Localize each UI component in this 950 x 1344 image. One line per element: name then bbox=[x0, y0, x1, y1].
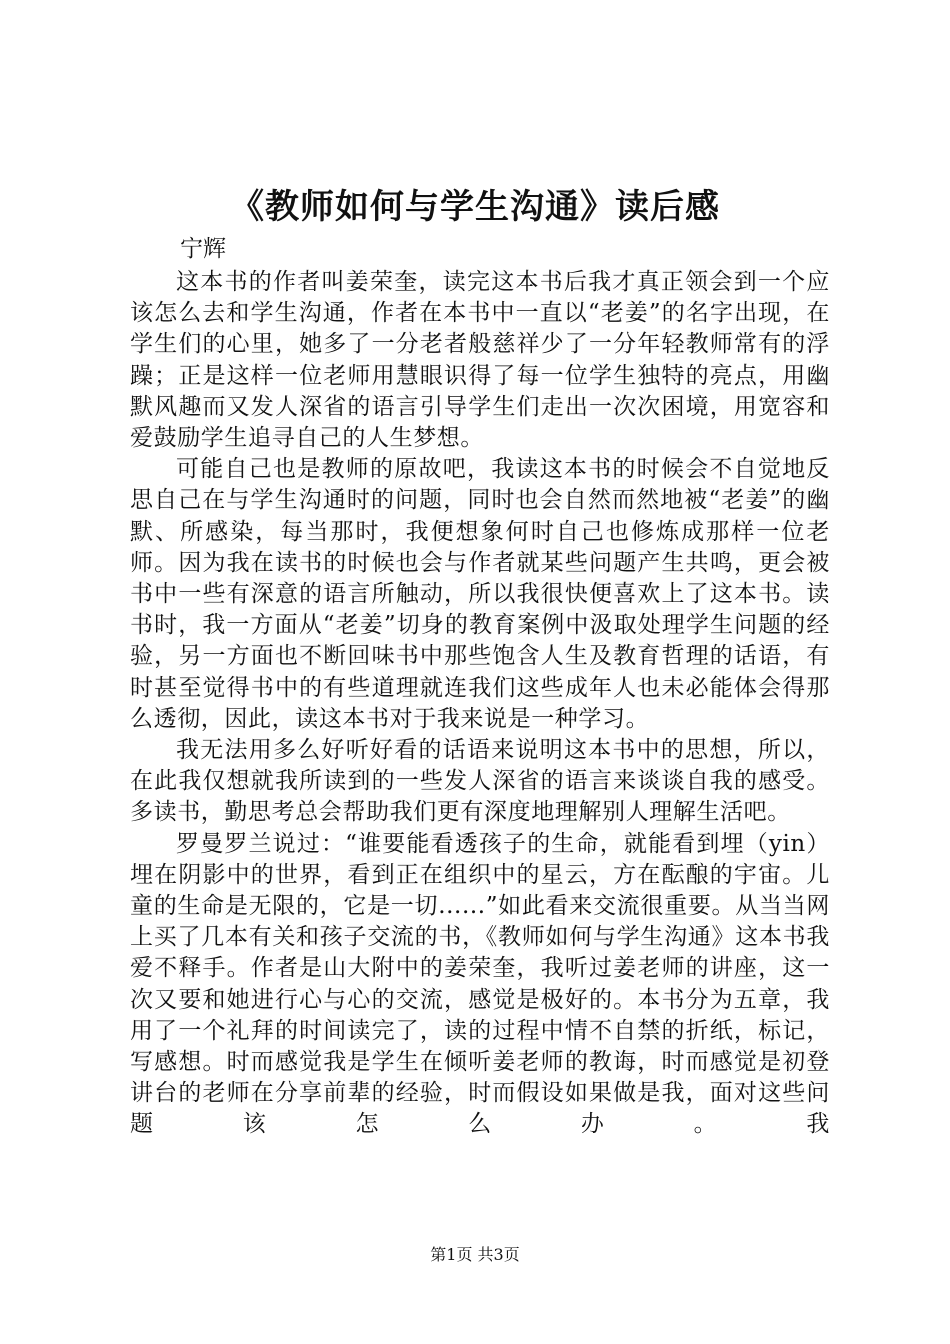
paragraph-1: 这本书的作者叫姜荣奎，读完这本书后我才真正领会到一个应该怎么去和学生沟通，作者在本书中一直以“老姜”的名字出现，在学生们的心里，她多了一分老者般慈祥少了一分年轻教师常有的浮躁；正是这样一位老师用慧眼识得了每一位学生独特的亮点，用幽默风趣而又发人深省的语言引导学生们走出一次次困境，用宽容和爱鼓励学生追寻自己的人生梦想。 bbox=[130, 269, 830, 452]
document-body bbox=[130, 267, 830, 1141]
author-name: 宁辉 bbox=[180, 236, 226, 262]
document-title: 《教师如何与学生沟通》读后感 bbox=[230, 187, 720, 227]
paragraph-4: 罗曼罗兰说过：“谁要能看透孩子的生命，就能看到埋（yin）埋在阴影中的世界，看到正在组织中的星云，方在酝酿的宇宙。儿童的生命是无限的，它是一切......”如此看来交流很重要。从当当网上买了几本有关和孩子交流的书，《教师如何与学生沟通》这本书我爱不释手。作者是山大附中的姜荣奎，我听过姜老师的讲座，这一次又要和她进行心与心的交流，感觉是极好的。本书分为五章，我用了一个礼拜的时间读完了，读的过程中情不自禁的折纸，标记，写感想。时而感觉我是学生在倾听姜老师的教诲，时而感觉是初登讲台的老师在分享前辈的经验，时而假设如果做是我，面对这些问题该怎么办。我 bbox=[130, 830, 830, 1138]
paragraph-3: 我无法用多么好听好看的话语来说明这本书中的思想，所以，在此我仅想就我所读到的一些发人深省的语言来谈谈自我的感受。多读书，勤思考总会帮助我们更有深度地理解别人理解生活吧。 bbox=[130, 737, 830, 826]
page-footer: 第1页 共3页 bbox=[430, 1245, 520, 1264]
paragraph-2: 可能自己也是教师的原故吧，我读这本书的时候会不自觉地反思自己在与学生沟通时的问题，同时也会自然而然地被“老姜”的幽默、所感染，每当那时，我便想象何时自己也修炼成那样一位老师。因为我在读书的时候也会与作者就某些问题产生共鸣，更会被书中一些有深意的语言所触动，所以我很快便喜欢上了这本书。读书时，我一方面从“老姜”切身的教育案例中汲取处理学生问题的经验，另一方面也不断回味书中那些饱含人生及教育哲理的话语，有时甚至觉得书中的有些道理就连我们这些成年人也未必能体会得那么透彻，因此，读这本书对于我来说是一种学习。 bbox=[130, 456, 830, 732]
